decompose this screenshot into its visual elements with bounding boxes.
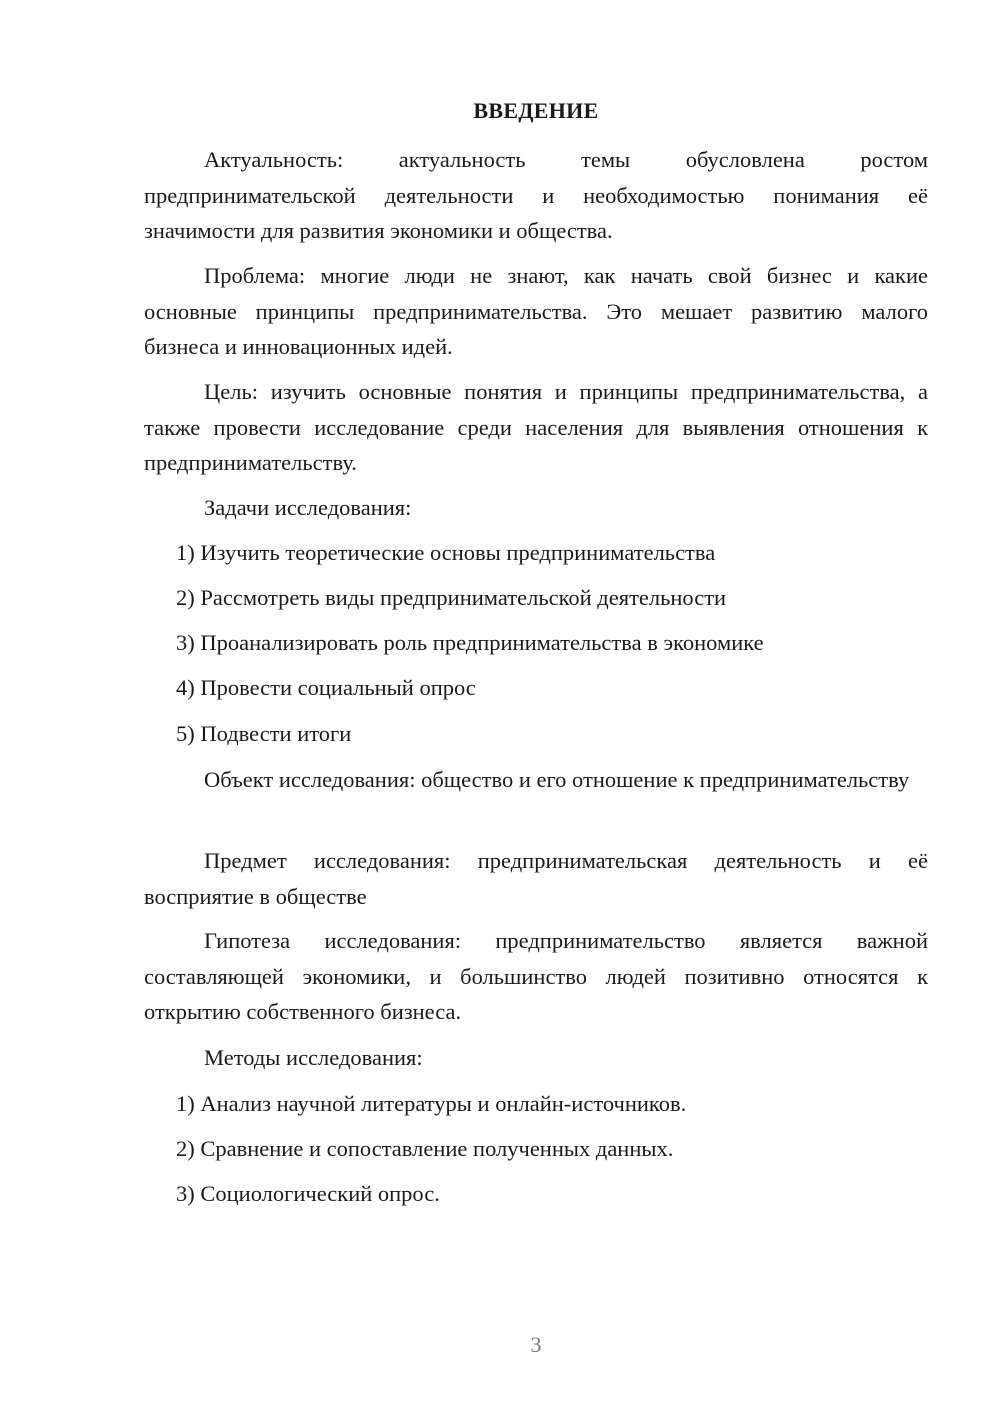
tasks-heading: Задачи исследования:: [204, 495, 412, 520]
page-number: 3: [530, 1332, 542, 1357]
method-item: 1) Анализ научной литературы и онлайн-источников.: [176, 1091, 687, 1116]
methods-heading: Методы исследования:: [204, 1045, 423, 1070]
task-item: 1) Изучить теоретические основы предпринимательства: [176, 540, 716, 565]
page-title: ВВЕДЕНИЕ: [473, 98, 599, 123]
method-item: 2) Сравнение и сопоставление полученных данных.: [176, 1136, 674, 1161]
object-paragraph: Объект исследования: общество и его отношение к предпринимательству: [204, 767, 910, 792]
goal-paragraph: Цель: изучить основные понятия и принципы предпринимательства, а также провести исследование среди населения для выявления отношения к предпринимательству.: [144, 379, 928, 475]
problem-paragraph: Проблема: многие люди не знают, как начать свой бизнес и какие основные принципы предпринимательства. Это мешает развитию малого бизнеса и инновационных идей.: [144, 263, 928, 359]
document-page: [144, 0, 928, 1414]
method-item: 3) Социологический опрос.: [176, 1181, 440, 1206]
hypothesis-paragraph: Гипотеза исследования: предпринимательство является важной составляющей экономики, и большинство людей позитивно относятся к открытию собственного бизнеса.: [144, 928, 928, 1024]
task-item: 5) Подвести итоги: [176, 721, 352, 746]
relevance-paragraph: Актуальность: актуальность темы обусловлена ростом предпринимательской деятельности и необходимостью понимания её значимости для развития экономики и общества.: [144, 147, 928, 243]
task-item: 3) Проанализировать роль предпринимательства в экономике: [176, 630, 764, 655]
task-item: 2) Рассмотреть виды предпринимательской деятельности: [176, 585, 727, 610]
subject-paragraph: Предмет исследования: предпринимательская деятельность и её восприятие в обществе: [144, 848, 928, 909]
task-item: 4) Провести социальный опрос: [176, 675, 476, 700]
